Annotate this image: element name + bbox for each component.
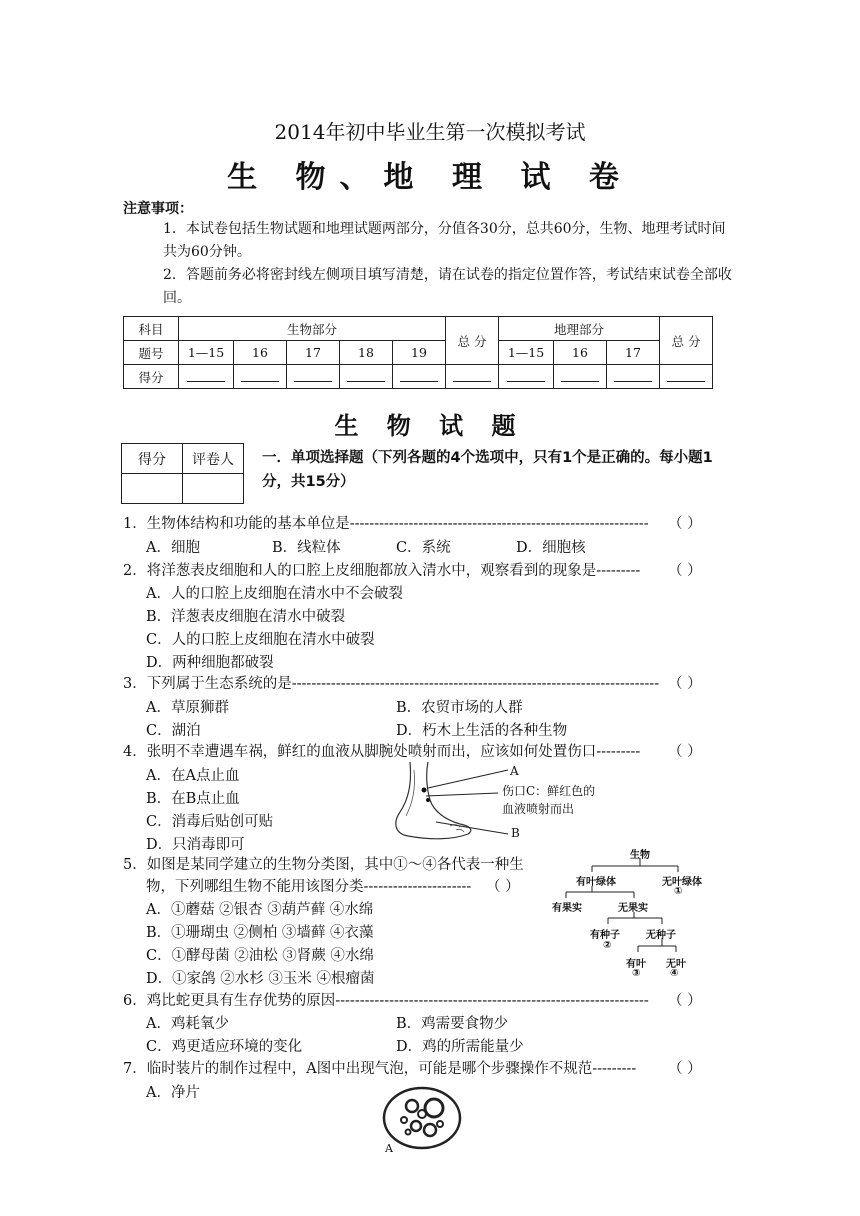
- row-label: 题号: [124, 341, 179, 365]
- score-cell[interactable]: [234, 365, 287, 389]
- option: C．鸡更适应环境的变化: [146, 1039, 303, 1055]
- score-cell[interactable]: [393, 365, 446, 389]
- paper-subtitle: 生 物、地 理 试 卷: [227, 160, 633, 195]
- exam-title: 2014年初中毕业生第一次模拟考试: [274, 120, 586, 144]
- grader-score-cell[interactable]: [122, 474, 183, 504]
- score-cell[interactable]: [554, 365, 607, 389]
- note-item: 2．答题前务必将密封线左侧项目填写清楚，请在试卷的指定位置作答，考试结束试卷全部收回。: [163, 267, 732, 306]
- row-label: 科目: [124, 317, 179, 341]
- tree-node: 无叶: [666, 959, 686, 970]
- answer-paren[interactable]: （ ）: [668, 676, 702, 692]
- answer-paren[interactable]: （ ）: [668, 993, 702, 1009]
- bio-col: 16: [234, 341, 287, 365]
- score-cell[interactable]: [660, 365, 713, 389]
- question-stem: 3．下列属于生态系统的是---------------------------------------------------------------------------: [123, 676, 660, 692]
- score-table: [123, 316, 713, 389]
- row-label: 得分: [124, 365, 179, 389]
- answer-paren[interactable]: （ ）: [668, 744, 702, 760]
- geo-col: 16: [554, 341, 607, 365]
- total-header: 总 分: [446, 317, 499, 365]
- option: D．鸡的所需能量少: [396, 1039, 524, 1055]
- grader-name-cell[interactable]: [183, 474, 244, 504]
- tree-node: 有叶: [626, 959, 646, 970]
- notes-heading: 注意事项：: [123, 201, 193, 217]
- question-stem: 6．鸡比蛇更具有生存优势的原因----------------------------------------------------------------: [123, 993, 649, 1009]
- option: C．系统: [396, 540, 451, 556]
- foot-wound-label-2: 血液喷射而出: [502, 802, 575, 816]
- slide-bubbles-figure: [382, 1086, 464, 1152]
- slide-label: A: [385, 1142, 393, 1155]
- tree-leaf: ①: [674, 886, 683, 897]
- geo-col: 17: [607, 341, 660, 365]
- option: C．人的口腔上皮细胞在清水中破裂: [146, 632, 375, 648]
- score-cell[interactable]: [499, 365, 554, 389]
- question-stem: 5．如图是某同学建立的生物分类图，其中①～④各代表一种生: [123, 857, 524, 873]
- bio-col: 18: [340, 341, 393, 365]
- option: B．线粒体: [272, 540, 341, 556]
- question-stem: 7．临时装片的制作过程中，A图中出现气泡，可能是哪个步骤操作不规范---------: [123, 1061, 637, 1077]
- score-cell[interactable]: [179, 365, 234, 389]
- answer-paren[interactable]: （ ）: [668, 516, 702, 532]
- answer-paren[interactable]: （ ）: [486, 879, 520, 895]
- bio-col: 1—15: [179, 341, 234, 365]
- tree-root: 生物: [630, 850, 650, 861]
- tree-node: 无叶绿体: [662, 877, 702, 888]
- score-cell[interactable]: [446, 365, 499, 389]
- option: A．鸡耗氧少: [146, 1016, 229, 1032]
- tree-node: 无果实: [618, 903, 648, 914]
- option: A．①蘑菇 ②银杏 ③葫芦藓 ④水绵: [146, 902, 374, 918]
- bio-header: 生物部分: [179, 317, 446, 341]
- option: B．洋葱表皮细胞在清水中破裂: [146, 609, 346, 625]
- option: B．鸡需要食物少: [396, 1016, 509, 1032]
- foot-label-b: B: [511, 826, 520, 840]
- question-stem-cont: 物，下列哪组生物不能用该图分类----------------------: [146, 879, 472, 895]
- tree-leaf: ②: [603, 940, 612, 951]
- score-cell[interactable]: [607, 365, 660, 389]
- option: A．细胞: [146, 540, 200, 556]
- geo-col: 1—15: [499, 341, 554, 365]
- option: B．在B点止血: [146, 791, 240, 807]
- option: B．农贸市场的人群: [396, 700, 523, 716]
- option: C．湖泊: [146, 723, 201, 739]
- question-stem: 2．将洋葱表皮细胞和人的口腔上皮细胞都放入清水中，观察看到的现象是---------: [123, 563, 641, 579]
- grader-table: [121, 443, 244, 504]
- option: D．朽木上生活的各种生物: [396, 723, 568, 739]
- foot-label-a: A: [510, 764, 519, 778]
- tree-node: 有种子: [590, 930, 620, 941]
- option: C．消毒后贴创可贴: [146, 814, 274, 830]
- option: C．①酵母菌 ②油松 ③肾蕨 ④水绵: [146, 948, 374, 964]
- tree-node: 有叶绿体: [576, 877, 616, 888]
- question-stem: 4．张明不幸遭遇车祸，鲜红的血液从脚腕处喷射而出，应该如何处置伤口---------: [123, 744, 641, 760]
- geo-header: 地理部分: [499, 317, 660, 341]
- note-item: 1．本试卷包括生物试题和地理试题两部分，分值各30分，总共60分，生物、地理考试时间共为60分钟。: [163, 221, 726, 260]
- tree-node: 有果实: [552, 903, 582, 914]
- option: D．①家鸽 ②水杉 ③玉米 ④根瘤菌: [146, 971, 375, 987]
- option: B．①珊瑚虫 ②侧柏 ③墙藓 ④衣藻: [146, 925, 374, 941]
- grader-score-label: 得分: [122, 444, 183, 474]
- bio-col: 17: [287, 341, 340, 365]
- tree-leaf: ③: [632, 968, 641, 979]
- question-stem: 1．生物体结构和功能的基本单位是-------------------------------------------------------------: [123, 516, 649, 532]
- section-title: 生 物 试 题: [334, 412, 526, 440]
- option: A．草原狮群: [146, 700, 229, 716]
- option: A．人的口腔上皮细胞在清水中不会破裂: [146, 586, 403, 602]
- answer-paren[interactable]: （ ）: [668, 1061, 702, 1077]
- option: A．在A点止血: [146, 768, 240, 784]
- score-cell[interactable]: [287, 365, 340, 389]
- bio-col: 19: [393, 341, 446, 365]
- score-cell[interactable]: [340, 365, 393, 389]
- total-header: 总 分: [660, 317, 713, 365]
- option: A．净片: [146, 1085, 200, 1101]
- section-instructions: 一．单项选择题（下列各题的4个选项中，只有1个是正确的。每小题1分，共15分）: [262, 450, 713, 490]
- tree-leaf: ④: [670, 968, 679, 979]
- foot-wound-label: 伤口C：鲜红色的: [502, 784, 596, 798]
- option: D．细胞核: [516, 540, 586, 556]
- option: D．只消毒即可: [146, 837, 245, 853]
- answer-paren[interactable]: （ ）: [668, 563, 702, 579]
- tree-node: 无种子: [646, 930, 676, 941]
- grader-name-label: 评卷人: [183, 444, 244, 474]
- option: D．两种细胞都破裂: [146, 655, 274, 671]
